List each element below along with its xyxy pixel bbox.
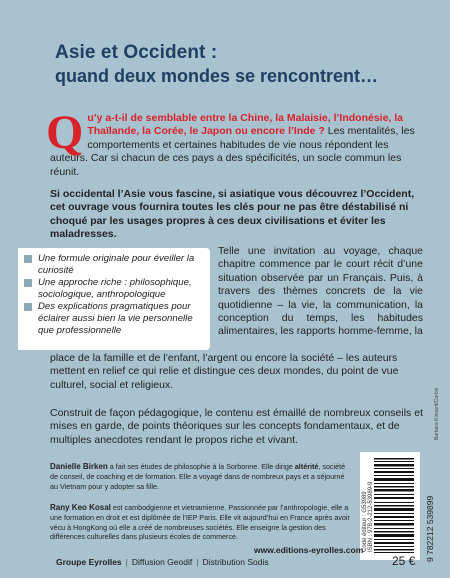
square-bullet-icon — [24, 279, 32, 287]
square-bullet-icon — [24, 303, 32, 311]
list-item — [22, 301, 204, 336]
separator: | — [125, 557, 128, 567]
bio-text: , société de conseil, de coaching et de formation. Elle a voyagé dans de nombreux pays et a séjourné au Vietnam pour y adopter sa fille. — [50, 462, 346, 491]
author-name: Danielle Birken — [50, 462, 108, 471]
separator: | — [196, 557, 199, 567]
feature-text: Des explications pragmatiques pour éclairer aussi bien la vie personnelle que professionnelle — [38, 301, 193, 336]
list-item — [22, 253, 204, 276]
body-paragraph-2: Construit de façon pédagogique, le contenu est émaillé de nombreux conseils et mises en garde, de points théoriques sur les concepts fondamentaux, et de multiples anecdotes rendant le propos riche et vivant. — [50, 407, 423, 446]
isbn-text: ISBN : 978-2-212-53989-9 — [368, 481, 374, 552]
feature-text: Une formule originale pour éveiller la curiosité — [38, 253, 195, 276]
cover-title — [55, 42, 378, 87]
author-bio — [50, 462, 350, 491]
list-item — [22, 277, 204, 300]
website-url[interactable]: www.editions-eyrolles.com — [254, 545, 364, 555]
author-name: Rany Keo Kosal — [50, 503, 111, 512]
lead-paragraph: Si occidental l’Asie vous fascine, si asiatique vous découvrez l’Occident, cet ouvrage vous fournira toutes les clés pour ne pas être déstabilisé ni choqué par les usages propres à ces deux civilisations et éviter les maladresses. — [50, 188, 415, 241]
price: 25 € — [392, 554, 416, 568]
feature-box — [18, 248, 210, 350]
drop-cap: Q — [46, 106, 84, 159]
square-bullet-icon — [24, 255, 32, 263]
bio-highlight: altérité — [294, 462, 319, 471]
photo-credit: Barbara Kinnard/Corbis — [434, 387, 440, 440]
barcode — [360, 452, 420, 560]
publisher-name: Groupe Eyrolles — [56, 557, 122, 567]
distributor-2: Distribution Sodis — [202, 557, 269, 567]
bio-text: est cambodgienne et vietnamienne. Passionnée par l’anthropologie, elle a une formation en droit et est diplômée de l’IEP Paris. Elle vit aujourd’hui en France après avoir vécu à HongKong où elle a créé de nombreuses sociétés. Elle enseigne la gestion des différences culturelles dans plusieurs écoles de commerce. — [50, 503, 350, 542]
intro-rest: Les mentalités, les comportements et certaines habitudes de vie nous répondent les auteurs. Car si chacun de ces pays a des spécificités, un socle commun les réunit. — [50, 125, 415, 178]
body-paragraph-1-full: place de la famille et de l’enfant, l’argent ou encore la société – les auteurs mettent en relief ce qui relie et distingue ces deux mondes, du point de vue culturel, social et religieux. — [50, 352, 399, 391]
feature-text: Une approche riche : philosophique, sociologique, anthropologique — [38, 277, 192, 300]
publisher-code: Code éditeur : G53989 — [362, 491, 368, 552]
bio-text: a fait ses études de philosophie à la Sorbonne. Elle dirige — [107, 462, 295, 471]
footer-distribution — [56, 557, 269, 567]
intro-question: u’y a-t-il de semblable entre la Chine, la Malaisie, l’Indonésie, la Thaïlande, la Corée, le Japon ou encore l’Inde ? — [87, 112, 404, 138]
author-bio — [50, 503, 350, 542]
title-line-1: Asie et Occident : — [55, 42, 218, 63]
feature-list — [22, 253, 204, 336]
body-paragraph-1-side: Telle une invitation au voyage, chaque chapitre commence par le court récit d’une situation observée par un Français. Puis, à travers des thèmes concrets de la vie quotidienne – la vie, la communication, la conception du temps, les habitudes alimentaires, les rapports homme-femme, la — [218, 245, 423, 338]
distributor-1: Diffusion Geodif — [131, 557, 193, 567]
intro-paragraph — [46, 106, 422, 179]
barcode-number: 9 782212 539899 — [425, 495, 435, 562]
title-line-2: quand deux mondes se rencontrent… — [55, 66, 379, 86]
